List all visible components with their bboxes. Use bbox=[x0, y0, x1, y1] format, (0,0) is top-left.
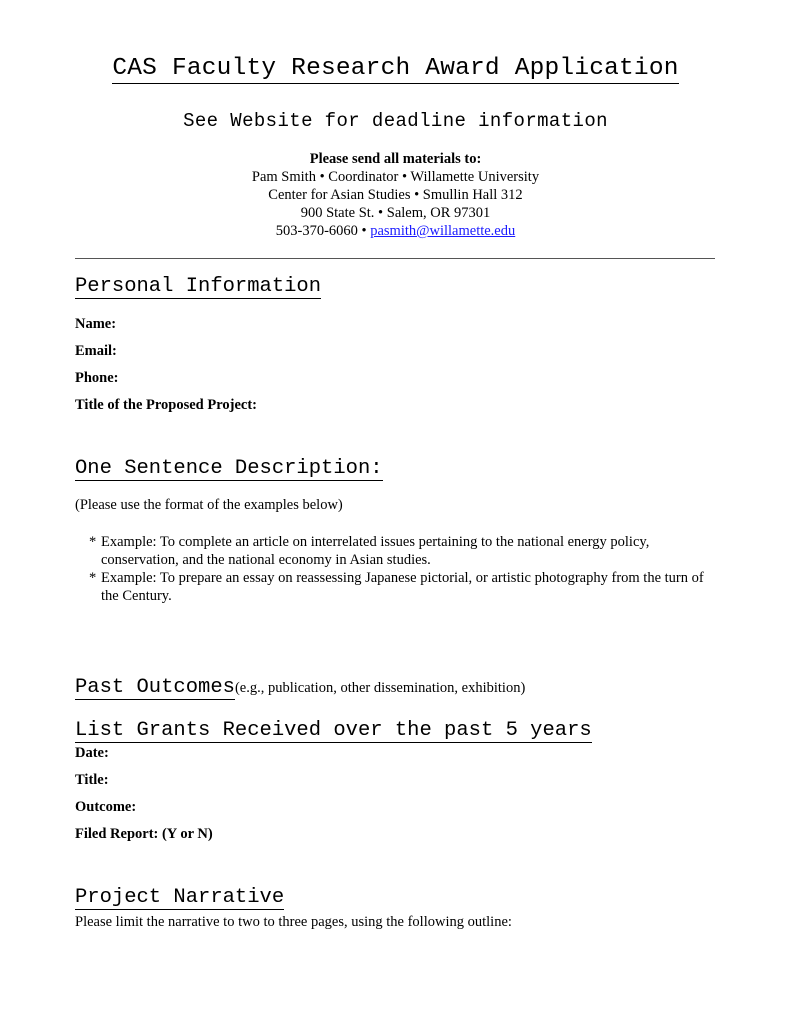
grants-heading bbox=[75, 719, 592, 742]
grant-outcome-label: Outcome: bbox=[75, 799, 137, 815]
contact-email-link[interactable]: pasmith@willamette.edu bbox=[370, 223, 516, 239]
contact-line-phone-email bbox=[0, 222, 791, 240]
grant-title-label: Title: bbox=[75, 772, 109, 788]
contact-heading-text: Please send all materials to: bbox=[309, 151, 482, 167]
contact-phone: 503-370-6060 • bbox=[275, 223, 367, 239]
contact-heading bbox=[0, 150, 791, 168]
past-outcomes-heading bbox=[75, 676, 525, 699]
past-outcomes-note: (e.g., publication, other dissemination, exhibition) bbox=[234, 680, 526, 696]
personal-information-heading-text: Personal Information bbox=[75, 275, 322, 298]
document-title-text: CAS Faculty Research Award Application bbox=[112, 55, 679, 82]
contact-line-address: 900 State St. • Salem, OR 97301 bbox=[300, 205, 491, 221]
contact-line-name: Pam Smith • Coordinator • Willamette University bbox=[251, 169, 540, 185]
grant-date-label: Date: bbox=[75, 745, 109, 761]
bullet-star-icon: * bbox=[89, 570, 97, 586]
project-title-label: Title of the Proposed Project: bbox=[75, 397, 258, 413]
email-label: Email: bbox=[75, 343, 117, 359]
project-narrative-heading-text: Project Narrative bbox=[75, 886, 285, 909]
example-text-1: Example: To complete an article on interrelated issues pertaining to the national energy policy, conservation, and the national economy in Asian studies. bbox=[101, 534, 650, 568]
grants-heading-text: List Grants Received over the past 5 years bbox=[75, 719, 592, 742]
format-note: (Please use the format of the examples below) bbox=[75, 497, 343, 513]
phone-label: Phone: bbox=[75, 370, 119, 386]
example-item-1 bbox=[89, 533, 719, 569]
example-text-2: Example: To prepare an essay on reassessing Japanese pictorial, or artistic photography from the turn of the Century. bbox=[101, 570, 704, 604]
narrative-instructions: Please limit the narrative to two to three pages, using the following outline: bbox=[75, 914, 512, 930]
deadline-subtitle: See Website for deadline information bbox=[183, 110, 608, 132]
project-narrative-heading bbox=[75, 886, 284, 909]
header-divider bbox=[75, 258, 715, 259]
one-sentence-description-heading bbox=[75, 457, 383, 480]
personal-information-heading bbox=[75, 275, 321, 298]
contact-line-office: Center for Asian Studies • Smullin Hall 312 bbox=[268, 187, 523, 203]
bullet-star-icon: * bbox=[89, 534, 97, 550]
filed-report-label: Filed Report: (Y or N) bbox=[75, 826, 213, 842]
example-item-2 bbox=[89, 569, 719, 605]
document-title bbox=[0, 55, 791, 82]
name-label: Name: bbox=[75, 316, 117, 332]
one-sentence-description-heading-text: One Sentence Description: bbox=[75, 457, 383, 480]
past-outcomes-heading-text: Past Outcomes bbox=[75, 676, 235, 699]
